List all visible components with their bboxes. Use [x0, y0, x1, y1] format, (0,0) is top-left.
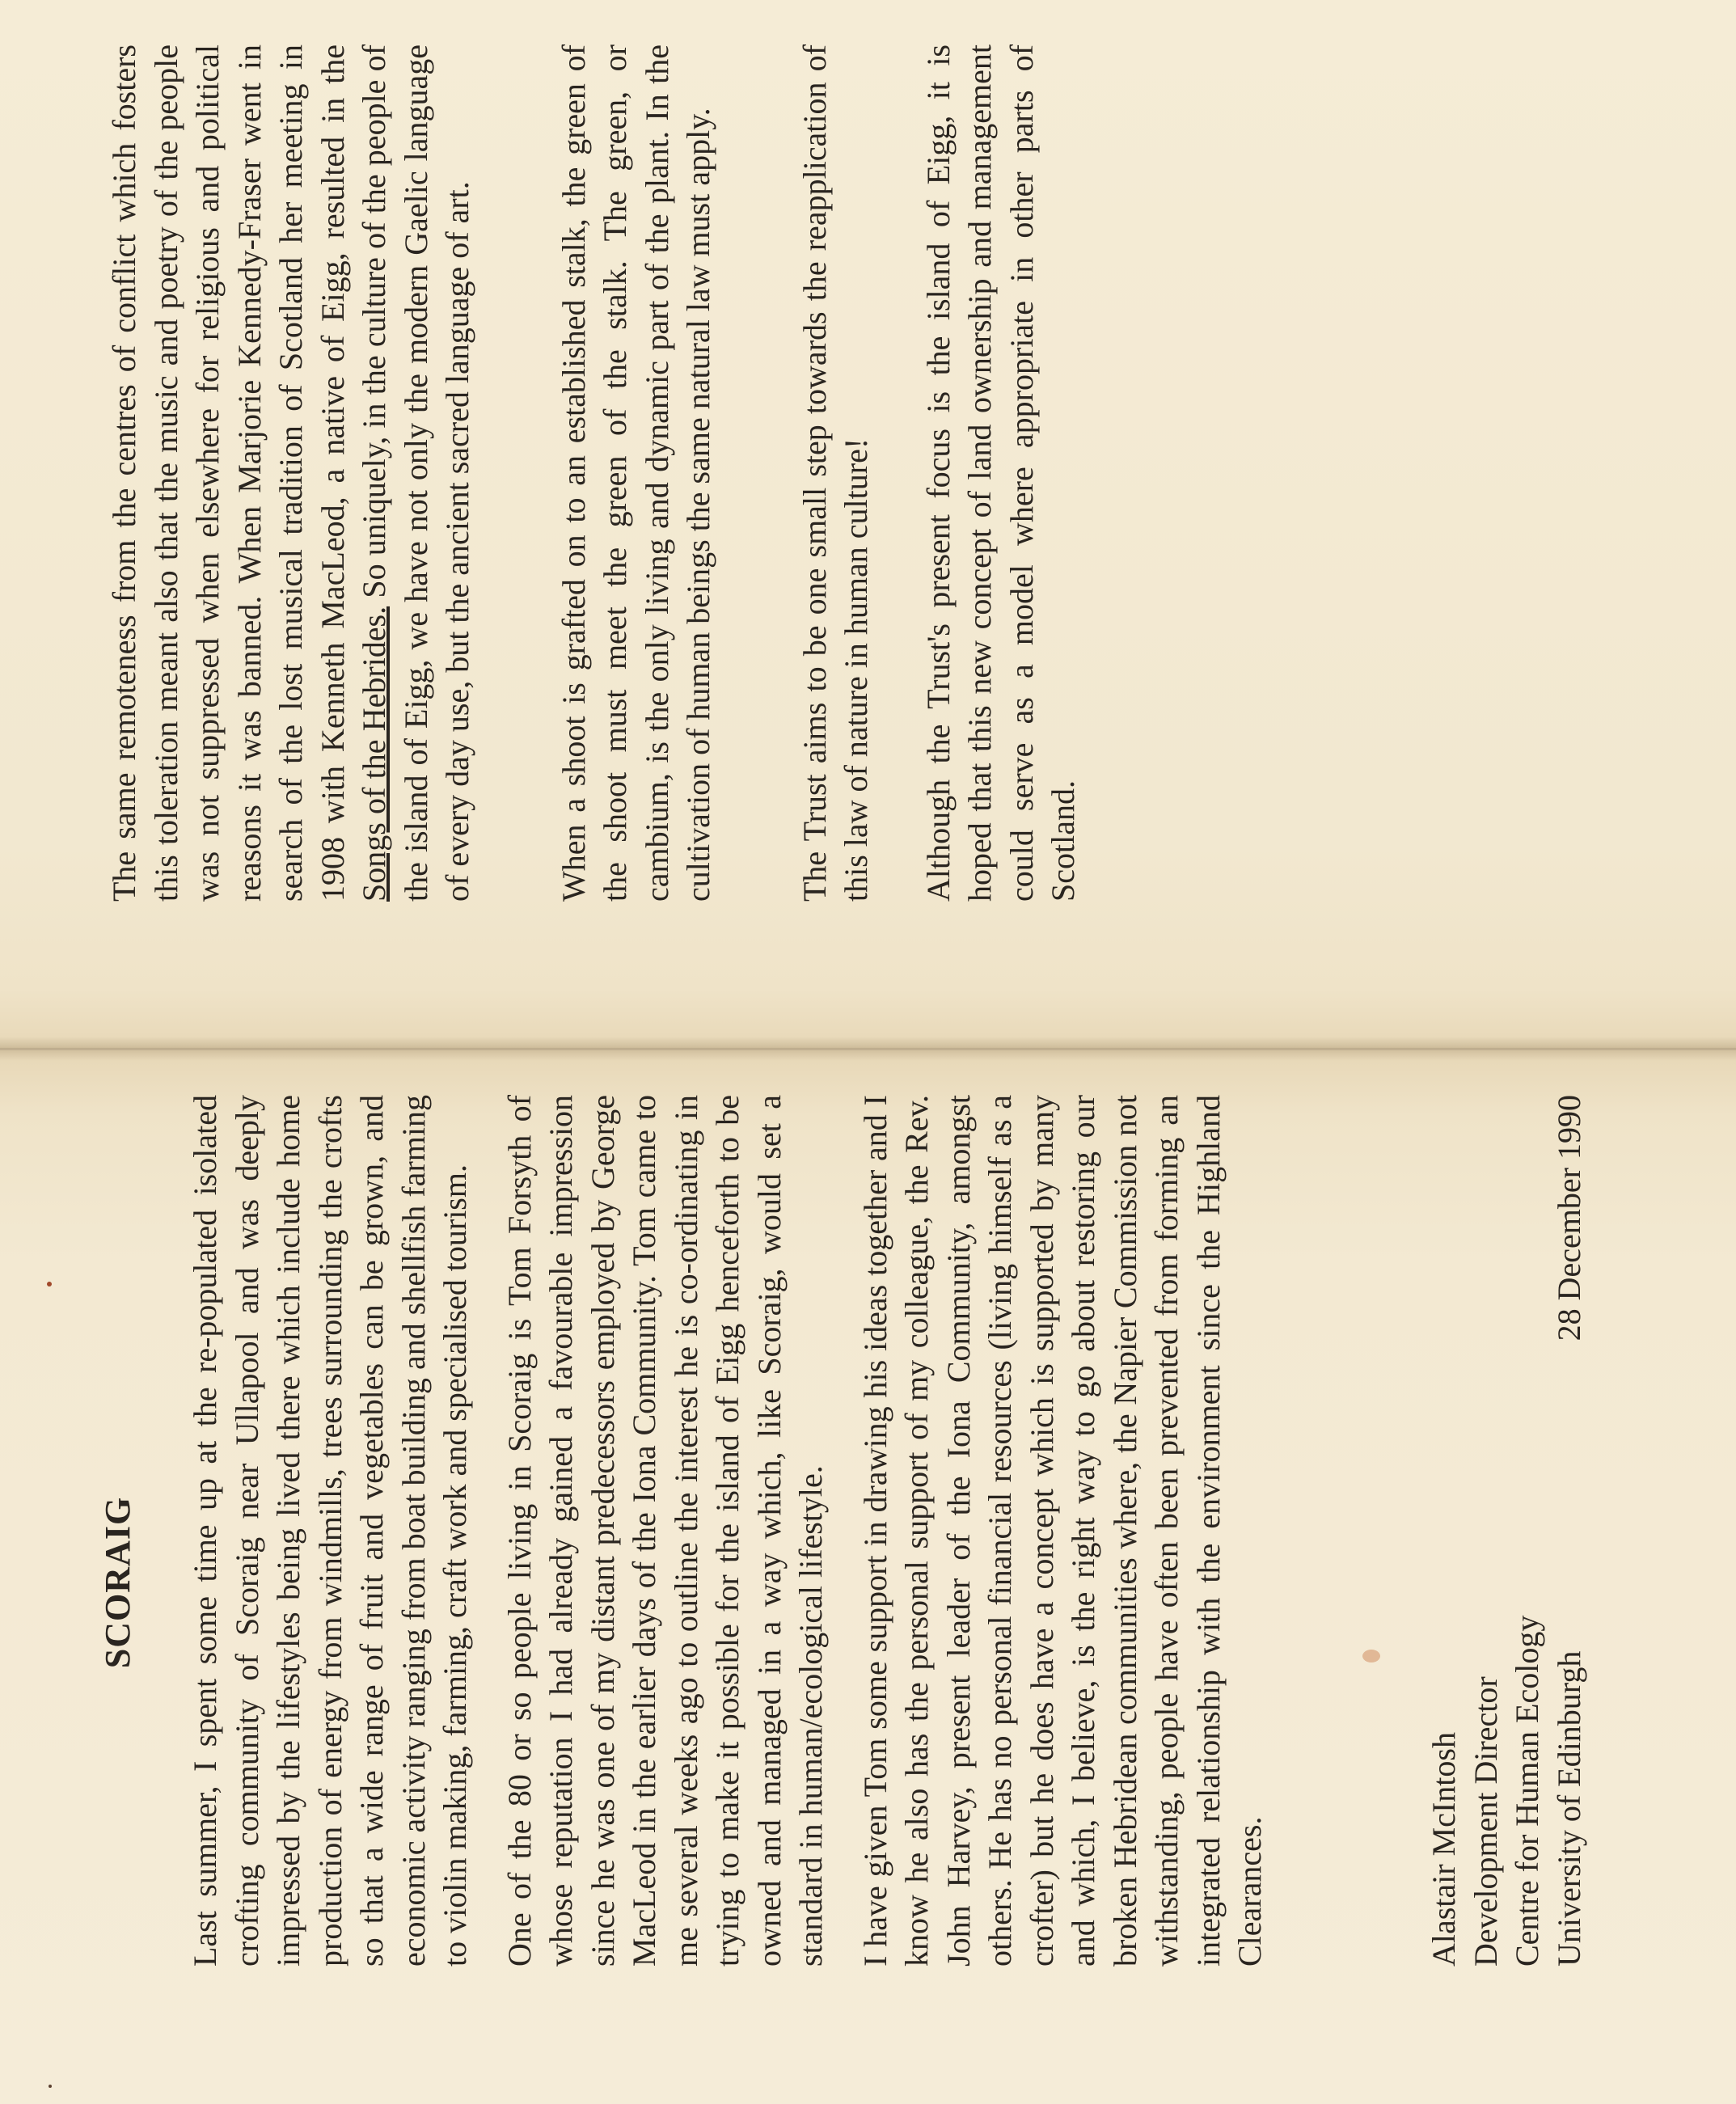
paragraph	[103, 44, 479, 902]
signature-centre: Centre for Human Ecology	[1509, 1615, 1545, 1967]
page-title: SCORAIG	[98, 1496, 137, 1669]
paragraph: The Trust aims to be one small step towards the reapplication of this law of nature in human culture!	[796, 44, 874, 902]
signature-name: Alastair McIntosh	[1426, 1732, 1462, 1967]
page-eigg	[0, 0, 1736, 1043]
signature-role: Development Director	[1467, 1676, 1504, 1967]
paragraph-text: The same remoteness from the centres of conflict which fosters this toleration meant also that the music and poetry of the people was not suppressed when elsewhere for religious and political reasons it was banned. When Marjorie Kennedy-Fraser went in search of the lost musical tradition of Scotland her meeting in 1908 with Kenneth MacLeod, a native of Eigg, resulted in the	[106, 44, 351, 902]
paragraph: Last summer, I spent some time up at the re-populated isolated crofting community of Scoraig near Ullapool and was deeply impressed by the lifestyles being lived there which include home production of energy from windmills, trees surrounding the crofts so that a wide range of fruit and vegetables can be grown, and economic activity ranging from boat building and shellfish farming to violin making, farming, craft work and specialised tourism.	[187, 1095, 473, 1967]
book-title: Songs of the Hebrides.	[356, 606, 392, 902]
signature-university: University of Edinburgh	[1550, 1650, 1587, 1967]
paragraph-text: So uniquely, in the culture of the people of the island of Eigg, we have not only the modern Gaelic language of every day use, but the ancient sacred language of art.	[356, 44, 475, 902]
eigg-text	[103, 44, 1084, 902]
signature-block	[1423, 1095, 1590, 1967]
paragraph: One of the 80 or so people living in Scoraig is Tom Forsyth of whose reputation I had already gained a favourable impression since he was one of my distant predecessors employed by George MacLeod in the earlier days of the Iona Community. Tom came to me several weeks ago to outline the interest he is co-ordinating in trying to make it possible for the island of Eigg henceforth to be owned and managed in a way which, like Scoraig, would set a standard in human/ecological lifestyle.	[501, 1095, 829, 1967]
paragraph: When a shoot is grafted on to an established stalk, the green of the shoot must meet the green of the stalk. The green, or cambium, is the only living and dynamic part of the plant. In the cultivation of human beings the same natural law must apply.	[555, 44, 716, 902]
paragraph: Although the Trust's present focus is the island of Eigg, it is hoped that this new concept of land ownership and management could serve as a model where appropriate in other parts of Scotland.	[919, 44, 1081, 902]
letter-date: 28 December 1990	[1550, 1095, 1587, 1341]
signature-last-row	[1548, 1095, 1590, 1967]
paragraph: I have given Tom some support in drawing his ideas together and I know he also has the personal support of my colleague, the Rev. John Harvey, present leader of the Iona Community, amongst others. He has no personal financial resources (living himself as a crofter) but he does have a concept which is supported by many and which, I believe, is the right way to go about restoring our broken Hebridean communities where, the Napier Commission not withstanding, people have often been prevented from forming an integrated relationship with the environment since the Highland Clearances.	[856, 1095, 1268, 1967]
page-scoraig	[0, 1061, 1736, 2104]
scoraig-text	[184, 1095, 1271, 1967]
